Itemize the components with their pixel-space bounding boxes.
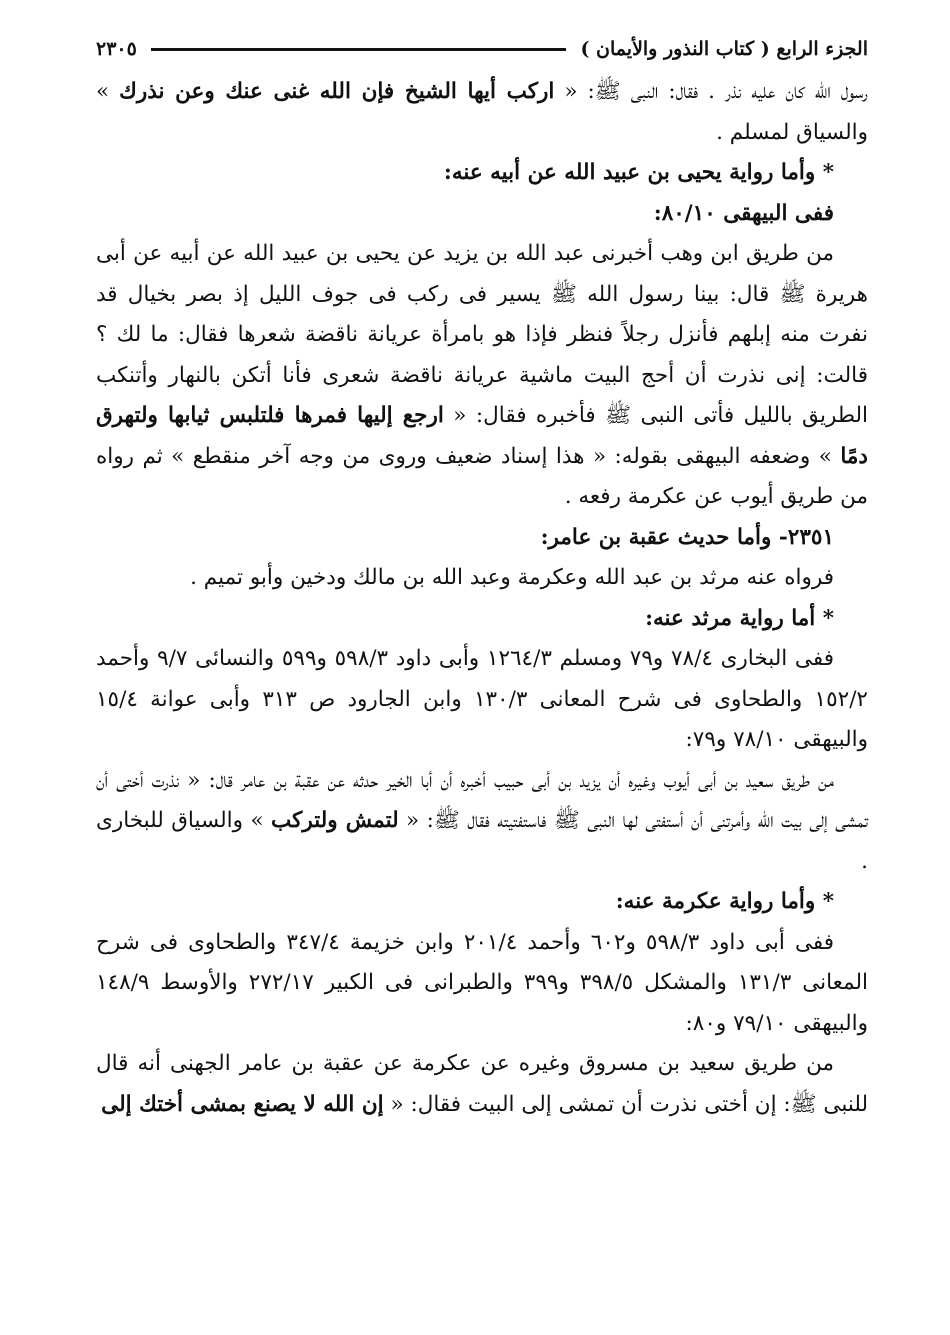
paragraph: [96, 234, 868, 518]
running-header-title: الجزء الرابع ( كتاب النذور والأيمان ): [580, 38, 868, 60]
paragraph: [96, 923, 868, 1045]
section-heading: * وأما رواية عكرمة عنه:: [615, 889, 834, 914]
text-run: من طريق سعيد بن مسروق وغيره عن عكرمة عن عقبة بن عامر الجهنى أنه قال للنبى ﷺ: إن أختى نذرت أن تمشى إلى البيت فقال: «: [96, 1051, 868, 1117]
running-header: [96, 32, 868, 66]
text-run: ففى أبى داود ٥٩٨/٣ و٦٠٢ وأحمد ٢٠١/٤ وابن خزيمة ٣٤٧/٤ والطحاوى فى شرح المعانى ١٣١/٣ والمشكل ٣٩٨/٥ و٣٩٩ والطبرانى فى الكبير ٢٧٢/١٧ والأوسط ١٤٨/٩ والبيهقى ٧٩/١٠ و٨٠:: [96, 929, 869, 1036]
section-heading: ففى البيهقى ٨٠/١٠:: [653, 200, 834, 226]
hadith-quote: ارجع إليها فمرها فلتلبس ثيابها ولتهرق دمًا: [96, 403, 868, 469]
header-rule: [151, 48, 567, 51]
page-body: [96, 72, 868, 1125]
text-run: فرواه عنه مرثد بن عبد الله وعكرمة وعبد الله بن مالك ودخين وأبو تميم .: [190, 565, 834, 590]
text-run: من طريق ابن وهب أخبرنى عبد الله بن يزيد عن يحيى بن عبيد الله عن أبيه عن أبى هريرة ﷺ قال: بينا رسول الله ﷺ يسير فى ركب فى جوف الليل إذ بصر بخيال قد نفرت منه إبلهم فأنزل رجلاً فنظر فإذا هو بامرأة عريانة ناقضة شعرها فقال: ما لك ؟ قالت: إنى نذرت أن أحج البيت ماشية عريانة ناقضة شعرى فأنا أتكن بالنهار وأتنكب الطريق بالليل فأتى النبى ﷺ فأخبره فقال: «: [96, 241, 868, 428]
section-heading: ٢٣٥١- وأما حديث عقبة بن عامر:: [540, 524, 834, 550]
section-heading: * أما رواية مرثد عنه:: [645, 605, 834, 631]
text-run: ففى البخارى ٧٨/٤ و٧٩ ومسلم ١٢٦٤/٣ وأبى داود ٥٩٨/٣ و٥٩٩ والنسائى ٩/٧ وأحمد ١٥٢/٢ والطحاوى فى شرح المعانى ١٣٠/٣ وابن الجارود ص ٣١٣ وأبى عوانة ١٥/٤ والبيهقى ٧٨/١٠ و٧٩:: [96, 646, 868, 752]
paragraph: [96, 1044, 868, 1125]
paragraph: [96, 761, 868, 883]
paragraph: [96, 558, 868, 599]
page-number: ٢٣٠٥: [96, 38, 137, 60]
text-run: » والسياق لمسلم .: [96, 79, 868, 145]
paragraph: [96, 639, 868, 761]
text-run: من طريق سعيد بن أبى أيوب وغيره أن يزيد بن أبى حبيب أخبره أن أبا الخير حدثه عن عقبة بن عامر قال: « نذرت أختى أن تمشى إلى بيت الله وأمرتنى أن أستفتى لها النبى ﷺ فاستفتيته فقال ﷺ: «: [96, 767, 868, 833]
paragraph: [96, 72, 868, 153]
section-heading: * وأما رواية يحيى بن عبيد الله عن أبيه عنه:: [443, 160, 834, 185]
hadith-quote: اركب أيها الشيخ فإن الله غنى عنك وعن نذرك: [119, 79, 555, 104]
text-run: » وضعفه البيهقى بقوله: « هذا إسناد ضعيف وروى من وجه آخر منقطع » ثم رواه من طريق أيوب عن عكرمة رفعه .: [96, 443, 868, 509]
hadith-quote: إن الله لا يصنع بمشى أختك إلى: [101, 1091, 384, 1117]
text-run: » والسياق للبخارى .: [96, 808, 868, 874]
hadith-quote: لتمش ولتركب: [271, 808, 399, 833]
text-run: رسول الله كان عليه نذر . فقال: النبى ﷺ: «: [554, 79, 868, 104]
